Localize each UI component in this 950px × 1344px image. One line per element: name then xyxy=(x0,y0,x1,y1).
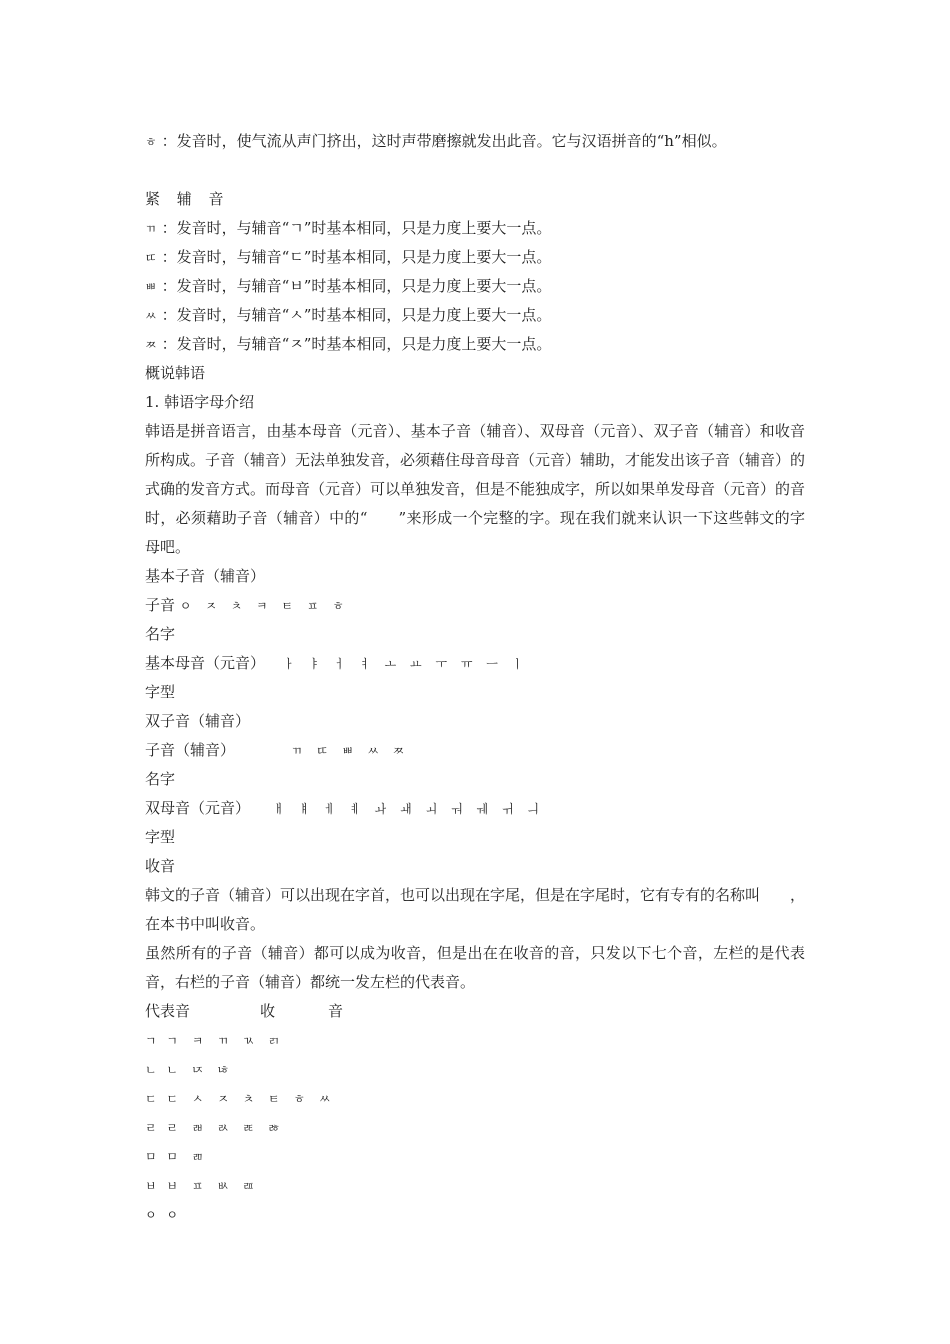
description-text: ：发音时，与辅音“ㅂ”时基本相同，只是力度上要大一点。 xyxy=(161,277,552,295)
final-table-row xyxy=(145,1084,805,1113)
header-col2: 收 xyxy=(260,1002,276,1020)
final-table-row xyxy=(145,1171,805,1200)
representative-sound: ㄷ xyxy=(145,1092,162,1106)
tense-consonant-heading: 紧 辅 音 xyxy=(145,190,230,208)
description-text: ：发音时，与辅音“ㅈ”时基本相同，只是力度上要大一点。 xyxy=(161,335,552,353)
jamo-letter: ㅉ xyxy=(145,338,162,352)
name-label: 名字 xyxy=(145,770,176,788)
double-consonant-row xyxy=(145,736,805,765)
jamo-letter: ㄲ xyxy=(145,222,162,236)
final-sounds: ㄹ ㄼ ㄽ ㄾ ㅀ xyxy=(166,1121,285,1135)
jamo-letter: ㅆ xyxy=(145,309,162,323)
description-text: ：发音时，使气流从声门挤出，这时声带磨擦就发出此音。它与汉语拼音的“h”相似。 xyxy=(161,132,727,150)
final-table-row xyxy=(145,1113,805,1142)
overview-heading: 概说韩语 xyxy=(145,364,206,382)
name-label: 名字 xyxy=(145,625,176,643)
final-table-row xyxy=(145,1026,805,1055)
h-description xyxy=(145,127,805,156)
final-sounds: ㅁ ㄻ xyxy=(166,1150,209,1164)
description-text: ：发音时，与辅音“ㄷ”时基本相同，只是力度上要大一点。 xyxy=(161,248,552,266)
tense-item xyxy=(145,214,805,243)
shape-label: 字型 xyxy=(145,828,176,846)
jamo-letter: ㅎ xyxy=(145,135,162,149)
jamo-list: ㄲ ㄸ ㅃ ㅆ ㅉ xyxy=(291,744,410,758)
double-consonant-heading: 双子音（辅音） xyxy=(145,712,251,730)
tense-item xyxy=(145,272,805,301)
final-paragraph-2: 虽然所有的子音（辅音）都可以成为收音，但是出在在收音的音，只发以下七个音，左栏的是代表音，右栏的子音（辅音）都统一发左栏的代表音。 xyxy=(145,944,805,991)
tense-item xyxy=(145,243,805,272)
row-label: 基本母音（元音） xyxy=(145,654,266,672)
final-table-header xyxy=(145,997,805,1026)
section-heading: 1. 韩语字母介绍 xyxy=(145,393,255,411)
header-col3: 音 xyxy=(328,1002,344,1020)
description-text: ：发音时，与辅音“ㅅ”时基本相同，只是力度上要大一点。 xyxy=(161,306,552,324)
description-text: ：发音时，与辅音“ㄱ”时基本相同，只是力度上要大一点。 xyxy=(161,219,552,237)
final-table-row xyxy=(145,1142,805,1171)
jamo-list: ㅇ ㅈ ㅊ ㅋ ㅌ ㅍ ㅎ xyxy=(179,599,349,613)
representative-sound: ㄴ xyxy=(145,1063,162,1077)
basic-consonant-row xyxy=(145,591,805,620)
document-page xyxy=(145,127,805,1229)
final-consonant-heading: 收音 xyxy=(145,857,176,875)
jamo-letter: ㄸ xyxy=(145,251,162,265)
tense-item xyxy=(145,330,805,359)
intro-paragraph: 韩语是拼音语言，由基本母音（元音）、基本子音（辅音）、双母音（元音）、双子音（辅音）和收音所构成。子音（辅音）无法单独发音，必须藉住母音母音（元音）辅助，才能发出该子音（辅音）的式确的发音方式。而母音（元音）可以单独发音，但是不能独成字，所以如果单发母音（元音）的音时，必须藉助子音（辅音）中的“ ”来形成一个完整的字。现在我们就来认识一下这些韩文的字母吧。 xyxy=(145,422,806,556)
header-representative: 代表音 xyxy=(145,1002,191,1020)
representative-sound: ㅁ xyxy=(145,1150,162,1164)
representative-sound: ㄹ xyxy=(145,1121,162,1135)
representative-sound: ㅂ xyxy=(145,1179,162,1193)
final-paragraph-1: 韩文的子音（辅音）可以出现在字首，也可以出现在字尾，但是在字尾时，它有专有的名称叫 ，在本书中叫收音。 xyxy=(145,886,806,933)
basic-vowel-row xyxy=(145,649,805,678)
double-vowel-row xyxy=(145,794,805,823)
final-sounds: ㅇ xyxy=(166,1208,183,1222)
final-table-row xyxy=(145,1055,805,1084)
jamo-list: ㅏ ㅑ ㅓ ㅕ ㅗ ㅛ ㅜ ㅠ ㅡ ㅣ xyxy=(283,657,529,671)
row-label: 子音（辅音） xyxy=(145,741,236,759)
representative-sound: ㅇ xyxy=(145,1208,162,1222)
tense-item xyxy=(145,301,805,330)
final-sounds: ㄱ ㅋ ㄲ ㄳ ㄺ xyxy=(166,1034,285,1048)
representative-sound: ㄱ xyxy=(145,1034,162,1048)
final-sounds: ㅂ ㅍ ㅄ ㄿ xyxy=(166,1179,260,1193)
final-sounds: ㄷ ㅅ ㅈ ㅊ ㅌ ㅎ ㅆ xyxy=(166,1092,336,1106)
row-label: 子音 xyxy=(145,596,176,614)
final-table-row xyxy=(145,1200,805,1229)
blank-line xyxy=(145,156,805,185)
basic-consonant-heading: 基本子音（辅音） xyxy=(145,567,266,585)
final-sounds: ㄴ ㄵ ㄶ xyxy=(166,1063,234,1077)
row-label: 双母音（元音） xyxy=(145,799,251,817)
shape-label: 字型 xyxy=(145,683,176,701)
jamo-letter: ㅃ xyxy=(145,280,162,294)
jamo-list: ㅐ ㅒ ㅔ ㅖ ㅘ ㅙ ㅚ ㅝ ㅞ ㅟ ㅢ xyxy=(273,802,544,816)
